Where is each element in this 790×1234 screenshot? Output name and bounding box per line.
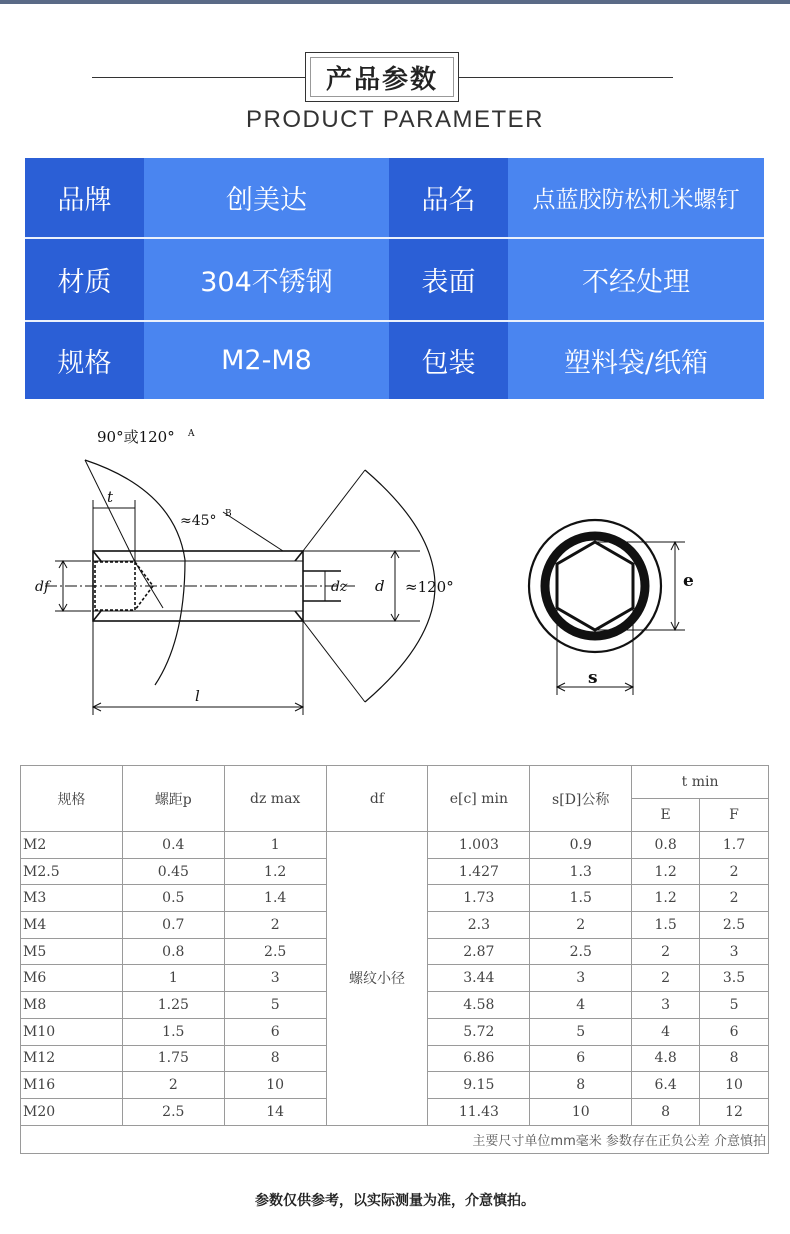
cell-t-e: 3 (632, 992, 700, 1019)
cell-e: 1.73 (428, 885, 530, 912)
cell-dz: 5 (224, 992, 326, 1019)
screw-drawing-svg (25, 420, 770, 740)
cell-spec: M2.5 (21, 858, 123, 885)
table-note-row (21, 1125, 769, 1153)
info-value-package: 塑料袋/纸箱 (508, 322, 764, 399)
col-header-t: t min (632, 766, 769, 799)
cell-t-e: 1.2 (632, 885, 700, 912)
cell-e: 1.427 (428, 858, 530, 885)
t-label: t (107, 488, 114, 506)
cell-spec: M5 (21, 938, 123, 965)
cell-t-e: 0.8 (632, 832, 700, 859)
info-value-brand: 创美达 (144, 158, 389, 237)
l-label: l (195, 687, 200, 705)
d-label: d (375, 577, 385, 595)
table-note: 主要尺寸单位mm毫米 参数存在正负公差 介意慎拍 (21, 1125, 769, 1153)
cell-spec: M4 (21, 912, 123, 939)
header-subtitle: PRODUCT PARAMETER (246, 106, 544, 133)
cell-pitch: 1.75 (122, 1045, 224, 1072)
cell-s: 1.5 (530, 885, 632, 912)
col-header-spec: 规格 (21, 766, 123, 832)
angle-mid-sup: B (225, 509, 232, 519)
cell-dz: 3 (224, 965, 326, 992)
cell-e: 4.58 (428, 992, 530, 1019)
cell-pitch: 1.5 (122, 1018, 224, 1045)
cell-s: 1.3 (530, 858, 632, 885)
spec-header-row (21, 766, 769, 799)
spec-table (20, 765, 769, 1154)
cell-t-f: 6 (700, 1018, 769, 1045)
cell-t-f: 12 (700, 1098, 769, 1125)
section-header (0, 48, 790, 148)
cell-t-f: 2.5 (700, 912, 769, 939)
cell-s: 8 (530, 1072, 632, 1099)
cell-pitch: 0.8 (122, 938, 224, 965)
cell-s: 6 (530, 1045, 632, 1072)
cell-t-f: 8 (700, 1045, 769, 1072)
col-header-s: s[D]公称 (530, 766, 632, 832)
info-row (25, 158, 764, 237)
cell-s: 2 (530, 912, 632, 939)
cell-t-e: 1.2 (632, 858, 700, 885)
cell-dz: 2 (224, 912, 326, 939)
cell-t-f: 3 (700, 938, 769, 965)
cell-t-f: 2 (700, 858, 769, 885)
cell-e: 2.87 (428, 938, 530, 965)
cell-t-f: 2 (700, 885, 769, 912)
cell-t-e: 6.4 (632, 1072, 700, 1099)
cell-t-f: 1.7 (700, 832, 769, 859)
cell-e: 6.86 (428, 1045, 530, 1072)
cell-spec: M16 (21, 1072, 123, 1099)
cell-t-f: 10 (700, 1072, 769, 1099)
cell-s: 5 (530, 1018, 632, 1045)
cell-pitch: 1.25 (122, 992, 224, 1019)
cell-t-e: 4.8 (632, 1045, 700, 1072)
info-value-material: 304不锈钢 (144, 239, 389, 320)
angle-top-label: 90°或120° (97, 428, 175, 446)
cell-e: 5.72 (428, 1018, 530, 1045)
info-value-spec: M2-M8 (144, 322, 389, 399)
header-title-box (305, 52, 459, 102)
col-header-df: df (326, 766, 428, 832)
info-key-name: 品名 (389, 158, 508, 237)
angle-top-sup: A (188, 429, 195, 439)
cell-pitch: 0.5 (122, 885, 224, 912)
col-header-t-f: F (700, 799, 769, 832)
cell-t-e: 2 (632, 965, 700, 992)
info-row (25, 322, 764, 399)
col-header-dz: dz max (224, 766, 326, 832)
e-label: e (683, 571, 694, 591)
cell-dz: 2.5 (224, 938, 326, 965)
cell-t-f: 3.5 (700, 965, 769, 992)
dz-label: dz (331, 579, 348, 595)
cell-pitch: 0.45 (122, 858, 224, 885)
cell-dz: 14 (224, 1098, 326, 1125)
col-header-e: e[c] min (428, 766, 530, 832)
header-rule-left (92, 77, 305, 78)
cell-t-f: 5 (700, 992, 769, 1019)
cell-spec: M10 (21, 1018, 123, 1045)
cell-s: 10 (530, 1098, 632, 1125)
cell-spec: M12 (21, 1045, 123, 1072)
col-header-t-e: E (632, 799, 700, 832)
cell-spec: M3 (21, 885, 123, 912)
cell-dz: 1.2 (224, 858, 326, 885)
cell-pitch: 2.5 (122, 1098, 224, 1125)
cell-t-e: 1.5 (632, 912, 700, 939)
info-key-brand: 品牌 (25, 158, 144, 237)
cell-e: 2.3 (428, 912, 530, 939)
cell-dz: 1 (224, 832, 326, 859)
cell-t-e: 4 (632, 1018, 700, 1045)
cell-pitch: 0.7 (122, 912, 224, 939)
cell-pitch: 2 (122, 1072, 224, 1099)
s-label: s (588, 668, 598, 688)
cell-df-merged: 螺纹小径 (326, 832, 428, 1126)
cell-t-e: 2 (632, 938, 700, 965)
cell-e: 9.15 (428, 1072, 530, 1099)
cell-s: 0.9 (530, 832, 632, 859)
cell-spec: M8 (21, 992, 123, 1019)
col-header-pitch: 螺距p (122, 766, 224, 832)
cell-dz: 6 (224, 1018, 326, 1045)
top-border (0, 0, 790, 4)
technical-drawing (25, 420, 770, 740)
info-row (25, 239, 764, 320)
info-value-name: 点蓝胶防松机米螺钉 (508, 158, 764, 237)
cell-dz: 1.4 (224, 885, 326, 912)
angle-mid-label: ≈45° (180, 513, 217, 529)
cell-e: 1.003 (428, 832, 530, 859)
spec-table-body (21, 832, 769, 1154)
info-key-spec: 规格 (25, 322, 144, 399)
table-row (21, 832, 769, 859)
info-key-material: 材质 (25, 239, 144, 320)
angle-right-label: ≈120° (405, 578, 454, 596)
header-rule-right (458, 77, 673, 78)
cell-pitch: 1 (122, 965, 224, 992)
cell-e: 3.44 (428, 965, 530, 992)
info-key-surface: 表面 (389, 239, 508, 320)
info-key-package: 包装 (389, 322, 508, 399)
df-label: df (35, 579, 50, 595)
cell-dz: 10 (224, 1072, 326, 1099)
end-view (529, 520, 685, 695)
cell-e: 11.43 (428, 1098, 530, 1125)
cell-pitch: 0.4 (122, 832, 224, 859)
cell-spec: M20 (21, 1098, 123, 1125)
cell-spec: M6 (21, 965, 123, 992)
cell-s: 2.5 (530, 938, 632, 965)
cell-t-e: 8 (632, 1098, 700, 1125)
cell-spec: M2 (21, 832, 123, 859)
cell-s: 4 (530, 992, 632, 1019)
footer-disclaimer: 参数仅供参考，以实际测量为准，介意慎拍。 (255, 1193, 535, 1209)
info-value-surface: 不经处理 (508, 239, 764, 320)
header-title: 产品参数 (310, 57, 454, 97)
product-info-table (25, 158, 764, 399)
cell-dz: 8 (224, 1045, 326, 1072)
cell-s: 3 (530, 965, 632, 992)
